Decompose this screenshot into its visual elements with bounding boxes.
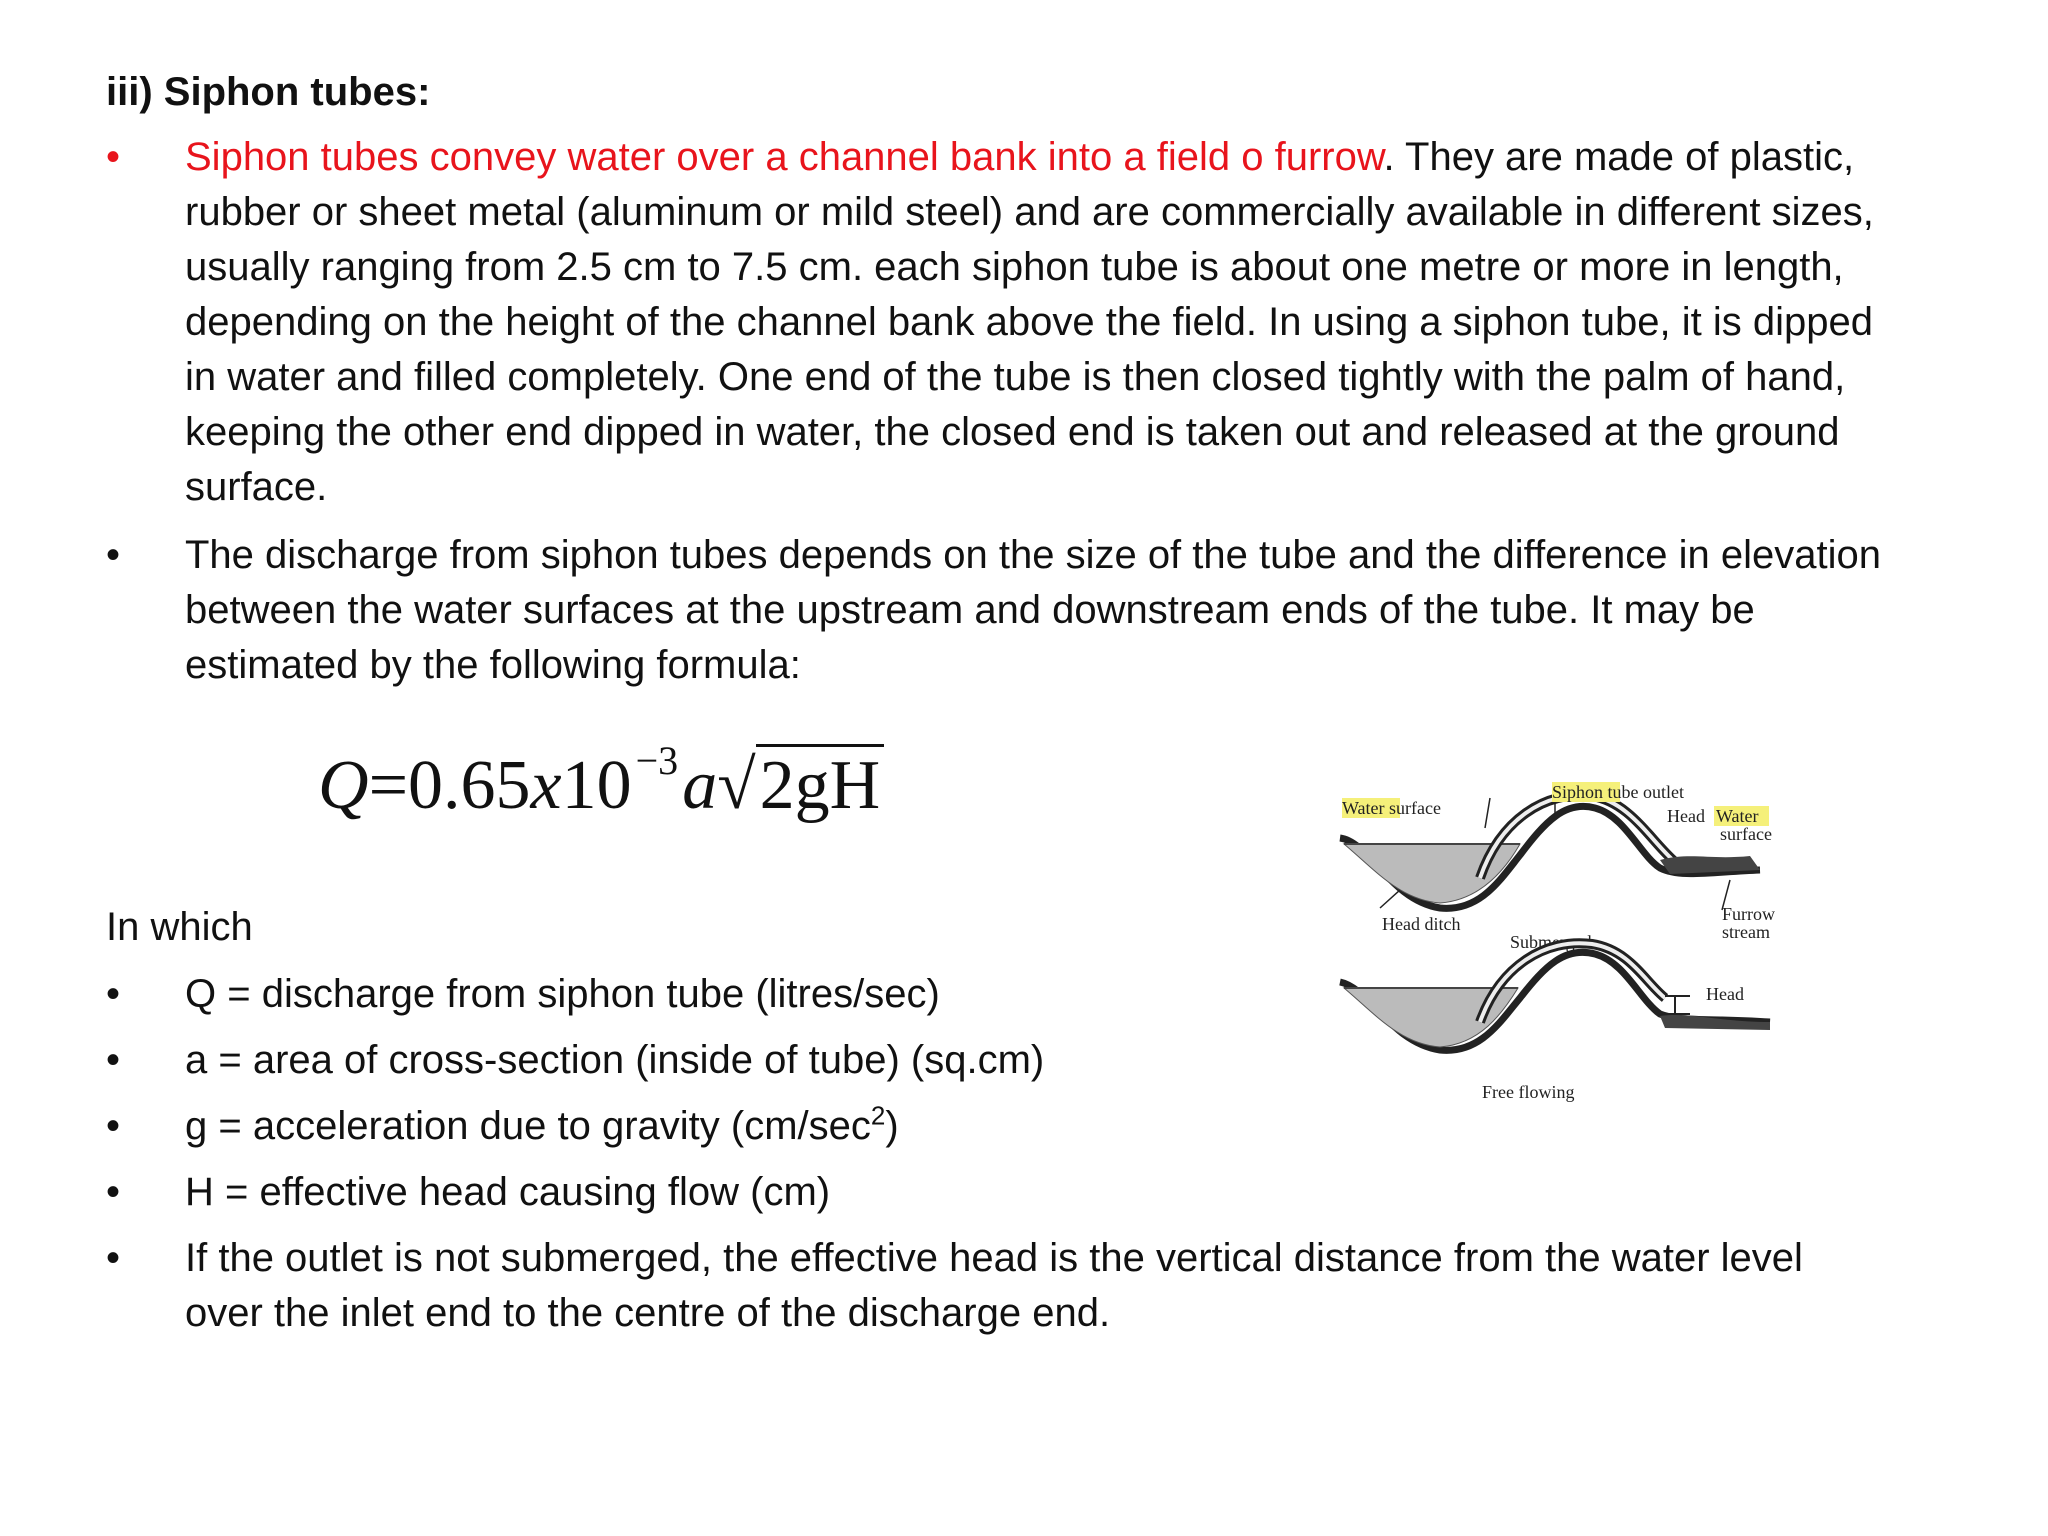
definition-text: Q = discharge from siphon tube (litres/sec) — [185, 972, 940, 1016]
highlighted-sentence: Siphon tubes convey water over a channel bank into a field o furrow — [185, 135, 1384, 179]
text-line: depending on the height of the channel bank above the field. In using a siphon tube, it is dipped — [185, 300, 1873, 344]
formula-coef: 0.65 — [408, 747, 531, 824]
label-water-right: Water — [1716, 806, 1759, 826]
submerged-figure — [1340, 782, 1775, 952]
siphon-diagram-svg — [1330, 760, 1800, 1110]
definition-g-text: g = acceleration due to gravity (cm/sec — [185, 1104, 871, 1148]
bullet-marker: • — [106, 135, 121, 179]
formula-sqrt-sign: √ — [717, 747, 756, 824]
arrow-water-surface — [1485, 798, 1490, 828]
text-line: surface. — [185, 465, 328, 509]
text-line: over the inlet end to the centre of the discharge end. — [185, 1291, 1111, 1335]
free-flowing-figure — [1340, 943, 1770, 1102]
bullet-marker: • — [106, 972, 121, 1016]
formula-base: 10 — [561, 747, 632, 824]
closing-paren: ) — [885, 1104, 899, 1148]
text-line: rubber or sheet metal (aluminum or mild steel) and are commercially available in different sizes, — [185, 190, 1874, 234]
label-stream: stream — [1722, 922, 1770, 942]
formula-equals: = — [368, 747, 409, 824]
label-head-bottom: Head — [1706, 984, 1744, 1004]
label-head-ditch: Head ditch — [1382, 914, 1461, 934]
discharge-formula — [318, 736, 884, 845]
text-line: keeping the other end dipped in water, the closed end is taken out and released at the ground — [185, 410, 1840, 454]
label-head-top: Head — [1667, 806, 1705, 826]
text-line: estimated by the following formula: — [185, 643, 801, 687]
slide-heading: iii) Siphon tubes: — [106, 70, 431, 114]
text-line: in water and filled completely. One end of the tube is then closed tightly with the palm of hand, — [185, 355, 1846, 399]
label-submerged: Submerged — [1510, 932, 1592, 952]
siphon-diagram — [1330, 760, 1800, 1110]
formula-a: a — [682, 747, 718, 824]
bullet-marker: • — [106, 533, 121, 577]
label-water-surface: Water surface — [1342, 798, 1441, 818]
text-line: . They are made of plastic, — [1383, 135, 1855, 179]
formula-x: x — [530, 747, 562, 824]
superscript: 2 — [870, 1100, 886, 1131]
arrow-head-ditch — [1380, 890, 1400, 908]
text-line: The discharge from siphon tubes depends on the size of the tube and the difference in elevation — [185, 533, 1881, 577]
bullet-marker: • — [106, 1104, 121, 1148]
bullet-marker: • — [106, 1038, 121, 1082]
bullet-marker: • — [106, 1236, 121, 1280]
formula-radicand: 2gH — [756, 744, 885, 825]
text-line: between the water surfaces at the upstream and downstream ends of the tube. It may be — [185, 588, 1755, 632]
text-line: If the outlet is not submerged, the effective head is the vertical distance from the water level — [185, 1236, 1803, 1280]
label-furrow: Furrow — [1722, 904, 1775, 924]
definition-text: H = effective head causing flow (cm) — [185, 1170, 831, 1214]
definition-text: a = area of cross-section (inside of tube) (sq.cm) — [185, 1038, 1045, 1082]
formula-q: Q — [318, 747, 369, 824]
formula-exponent: −3 — [635, 738, 679, 783]
label-free-flowing: Free flowing — [1482, 1082, 1575, 1102]
bullet-marker: • — [106, 1170, 121, 1214]
in-which-label: In which — [106, 905, 253, 949]
bullet-text — [185, 130, 2048, 185]
label-siphon-tube-outlet: Siphon tube outlet — [1552, 782, 1684, 802]
label-surface-right: surface — [1720, 824, 1772, 844]
text-line: usually ranging from 2.5 cm to 7.5 cm. each siphon tube is about one metre or more in length, — [185, 245, 1844, 289]
